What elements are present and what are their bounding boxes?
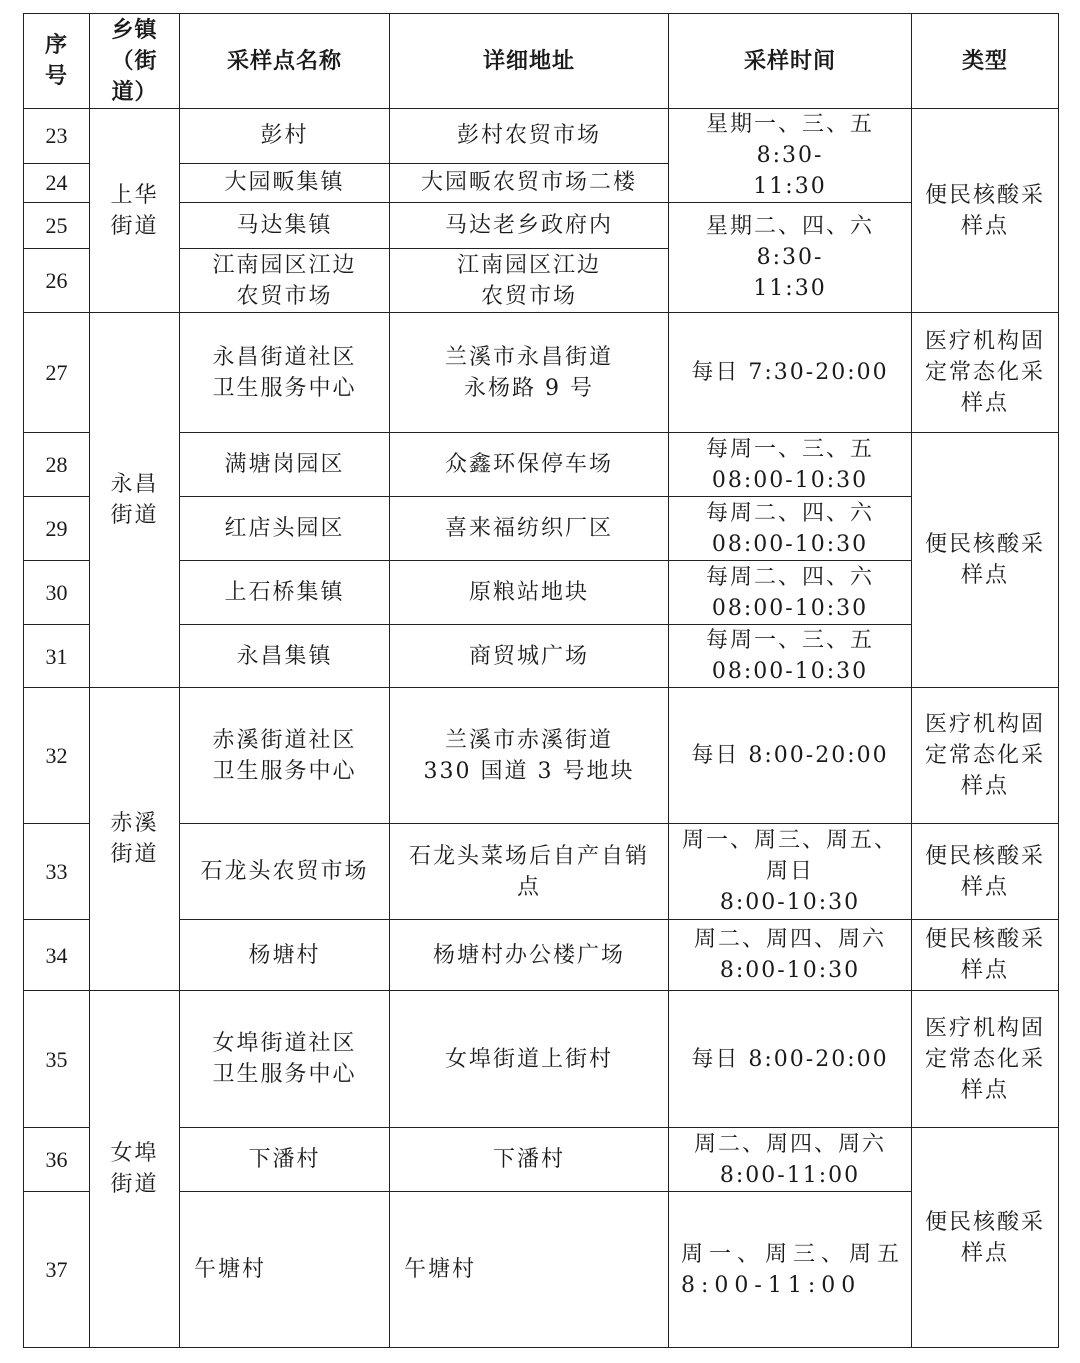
site-name-cell: 上石桥集镇 xyxy=(180,561,390,625)
seq-cell: 37 xyxy=(24,1192,90,1348)
table-row xyxy=(24,625,1059,688)
type-cell: 医疗机构固 定常态化采 样点 xyxy=(912,313,1059,433)
time-cell: 周二、周四、周六 8:00-11:00 xyxy=(669,1128,912,1192)
time-cell: 每周二、四、六 08:00-10:30 xyxy=(669,561,912,625)
site-name-cell: 江南园区江边 农贸市场 xyxy=(180,249,390,313)
address-cell: 午塘村 xyxy=(390,1192,669,1348)
seq-cell: 30 xyxy=(24,561,90,625)
time-cell: 周一、周三、周五、 周日 8:00-10:30 xyxy=(669,824,912,920)
type-cell: 便民核酸采 样点 xyxy=(912,920,1059,991)
township-cell: 女埠 街道 xyxy=(90,991,180,1348)
seq-cell: 31 xyxy=(24,625,90,688)
header-type: 类型 xyxy=(912,14,1059,109)
time-cell: 每日 7:30-20:00 xyxy=(669,313,912,433)
address-cell: 马达老乡政府内 xyxy=(390,203,669,249)
table-row xyxy=(24,824,1059,920)
time-cell: 星期二、四、六 8:30- 11:30 xyxy=(669,203,912,313)
address-cell: 下潘村 xyxy=(390,1128,669,1192)
seq-cell: 24 xyxy=(24,163,90,202)
seq-cell: 33 xyxy=(24,824,90,920)
address-cell: 兰溪市永昌街道 永杨路 9 号 xyxy=(390,313,669,433)
site-name-cell: 石龙头农贸市场 xyxy=(180,824,390,920)
table-row xyxy=(24,1128,1059,1192)
address-cell: 原粮站地块 xyxy=(390,561,669,625)
site-name-cell: 红店头园区 xyxy=(180,497,390,561)
type-cell: 医疗机构固 定常态化采 样点 xyxy=(912,688,1059,824)
address-cell: 众鑫环保停车场 xyxy=(390,433,669,497)
type-cell: 医疗机构固 定常态化采 样点 xyxy=(912,991,1059,1128)
header-time: 采样时间 xyxy=(669,14,912,109)
site-name-cell: 马达集镇 xyxy=(180,203,390,249)
type-cell: 便民核酸采 样点 xyxy=(912,1128,1059,1348)
seq-cell: 26 xyxy=(24,249,90,313)
address-cell: 喜来福纺织厂区 xyxy=(390,497,669,561)
site-name-cell: 彭村 xyxy=(180,109,390,164)
header-site-name: 采样点名称 xyxy=(180,14,390,109)
time-cell: 每日 8:00-20:00 xyxy=(669,991,912,1128)
seq-cell: 36 xyxy=(24,1128,90,1192)
seq-cell: 29 xyxy=(24,497,90,561)
address-cell: 杨塘村办公楼广场 xyxy=(390,920,669,991)
table-row xyxy=(24,688,1059,824)
time-cell: 周二、周四、周六 8:00-10:30 xyxy=(669,920,912,991)
site-name-cell: 女埠街道社区 卫生服务中心 xyxy=(180,991,390,1128)
sampling-sites-table xyxy=(23,13,1059,1348)
time-cell: 每周一、三、五 08:00-10:30 xyxy=(669,625,912,688)
address-cell: 大园畈农贸市场二楼 xyxy=(390,163,669,202)
site-name-cell: 永昌集镇 xyxy=(180,625,390,688)
table-row xyxy=(24,203,1059,249)
seq-cell: 32 xyxy=(24,688,90,824)
type-cell: 便民核酸采 样点 xyxy=(912,109,1059,313)
address-cell: 商贸城广场 xyxy=(390,625,669,688)
township-cell: 赤溪 街道 xyxy=(90,688,180,991)
time-cell: 每周一、三、五 08:00-10:30 xyxy=(669,433,912,497)
time-cell: 每日 8:00-20:00 xyxy=(669,688,912,824)
township-cell: 永昌 街道 xyxy=(90,313,180,688)
site-name-cell: 下潘村 xyxy=(180,1128,390,1192)
site-name-cell: 赤溪街道社区 卫生服务中心 xyxy=(180,688,390,824)
table-row xyxy=(24,313,1059,433)
table-row xyxy=(24,1192,1059,1348)
seq-cell: 35 xyxy=(24,991,90,1128)
site-name-cell: 大园畈集镇 xyxy=(180,163,390,202)
site-name-cell: 永昌街道社区 卫生服务中心 xyxy=(180,313,390,433)
township-cell: 上华 街道 xyxy=(90,109,180,313)
table-row xyxy=(24,920,1059,991)
address-cell: 女埠街道上街村 xyxy=(390,991,669,1128)
time-cell: 周一、周三、周五 8:00-11:00 xyxy=(669,1192,912,1348)
seq-cell: 27 xyxy=(24,313,90,433)
address-cell: 石龙头菜场后自产自销 点 xyxy=(390,824,669,920)
site-name-cell: 杨塘村 xyxy=(180,920,390,991)
type-cell: 便民核酸采 样点 xyxy=(912,824,1059,920)
time-cell: 每周二、四、六 08:00-10:30 xyxy=(669,497,912,561)
seq-cell: 34 xyxy=(24,920,90,991)
table-row xyxy=(24,433,1059,497)
header-row xyxy=(24,14,1059,109)
table-row xyxy=(24,561,1059,625)
site-name-cell: 满塘岗园区 xyxy=(180,433,390,497)
table-row xyxy=(24,991,1059,1128)
table-row xyxy=(24,109,1059,164)
time-cell: 星期一、三、五 8:30- 11:30 xyxy=(669,109,912,203)
header-township: 乡镇 （街 道） xyxy=(90,14,180,109)
address-cell: 江南园区江边 农贸市场 xyxy=(390,249,669,313)
type-cell: 便民核酸采 样点 xyxy=(912,433,1059,688)
seq-cell: 25 xyxy=(24,203,90,249)
site-name-cell: 午塘村 xyxy=(180,1192,390,1348)
address-cell: 彭村农贸市场 xyxy=(390,109,669,164)
seq-cell: 28 xyxy=(24,433,90,497)
address-cell: 兰溪市赤溪街道 330 国道 3 号地块 xyxy=(390,688,669,824)
seq-cell: 23 xyxy=(24,109,90,164)
table-row xyxy=(24,497,1059,561)
header-seq: 序 号 xyxy=(24,14,90,109)
header-address: 详细地址 xyxy=(390,14,669,109)
